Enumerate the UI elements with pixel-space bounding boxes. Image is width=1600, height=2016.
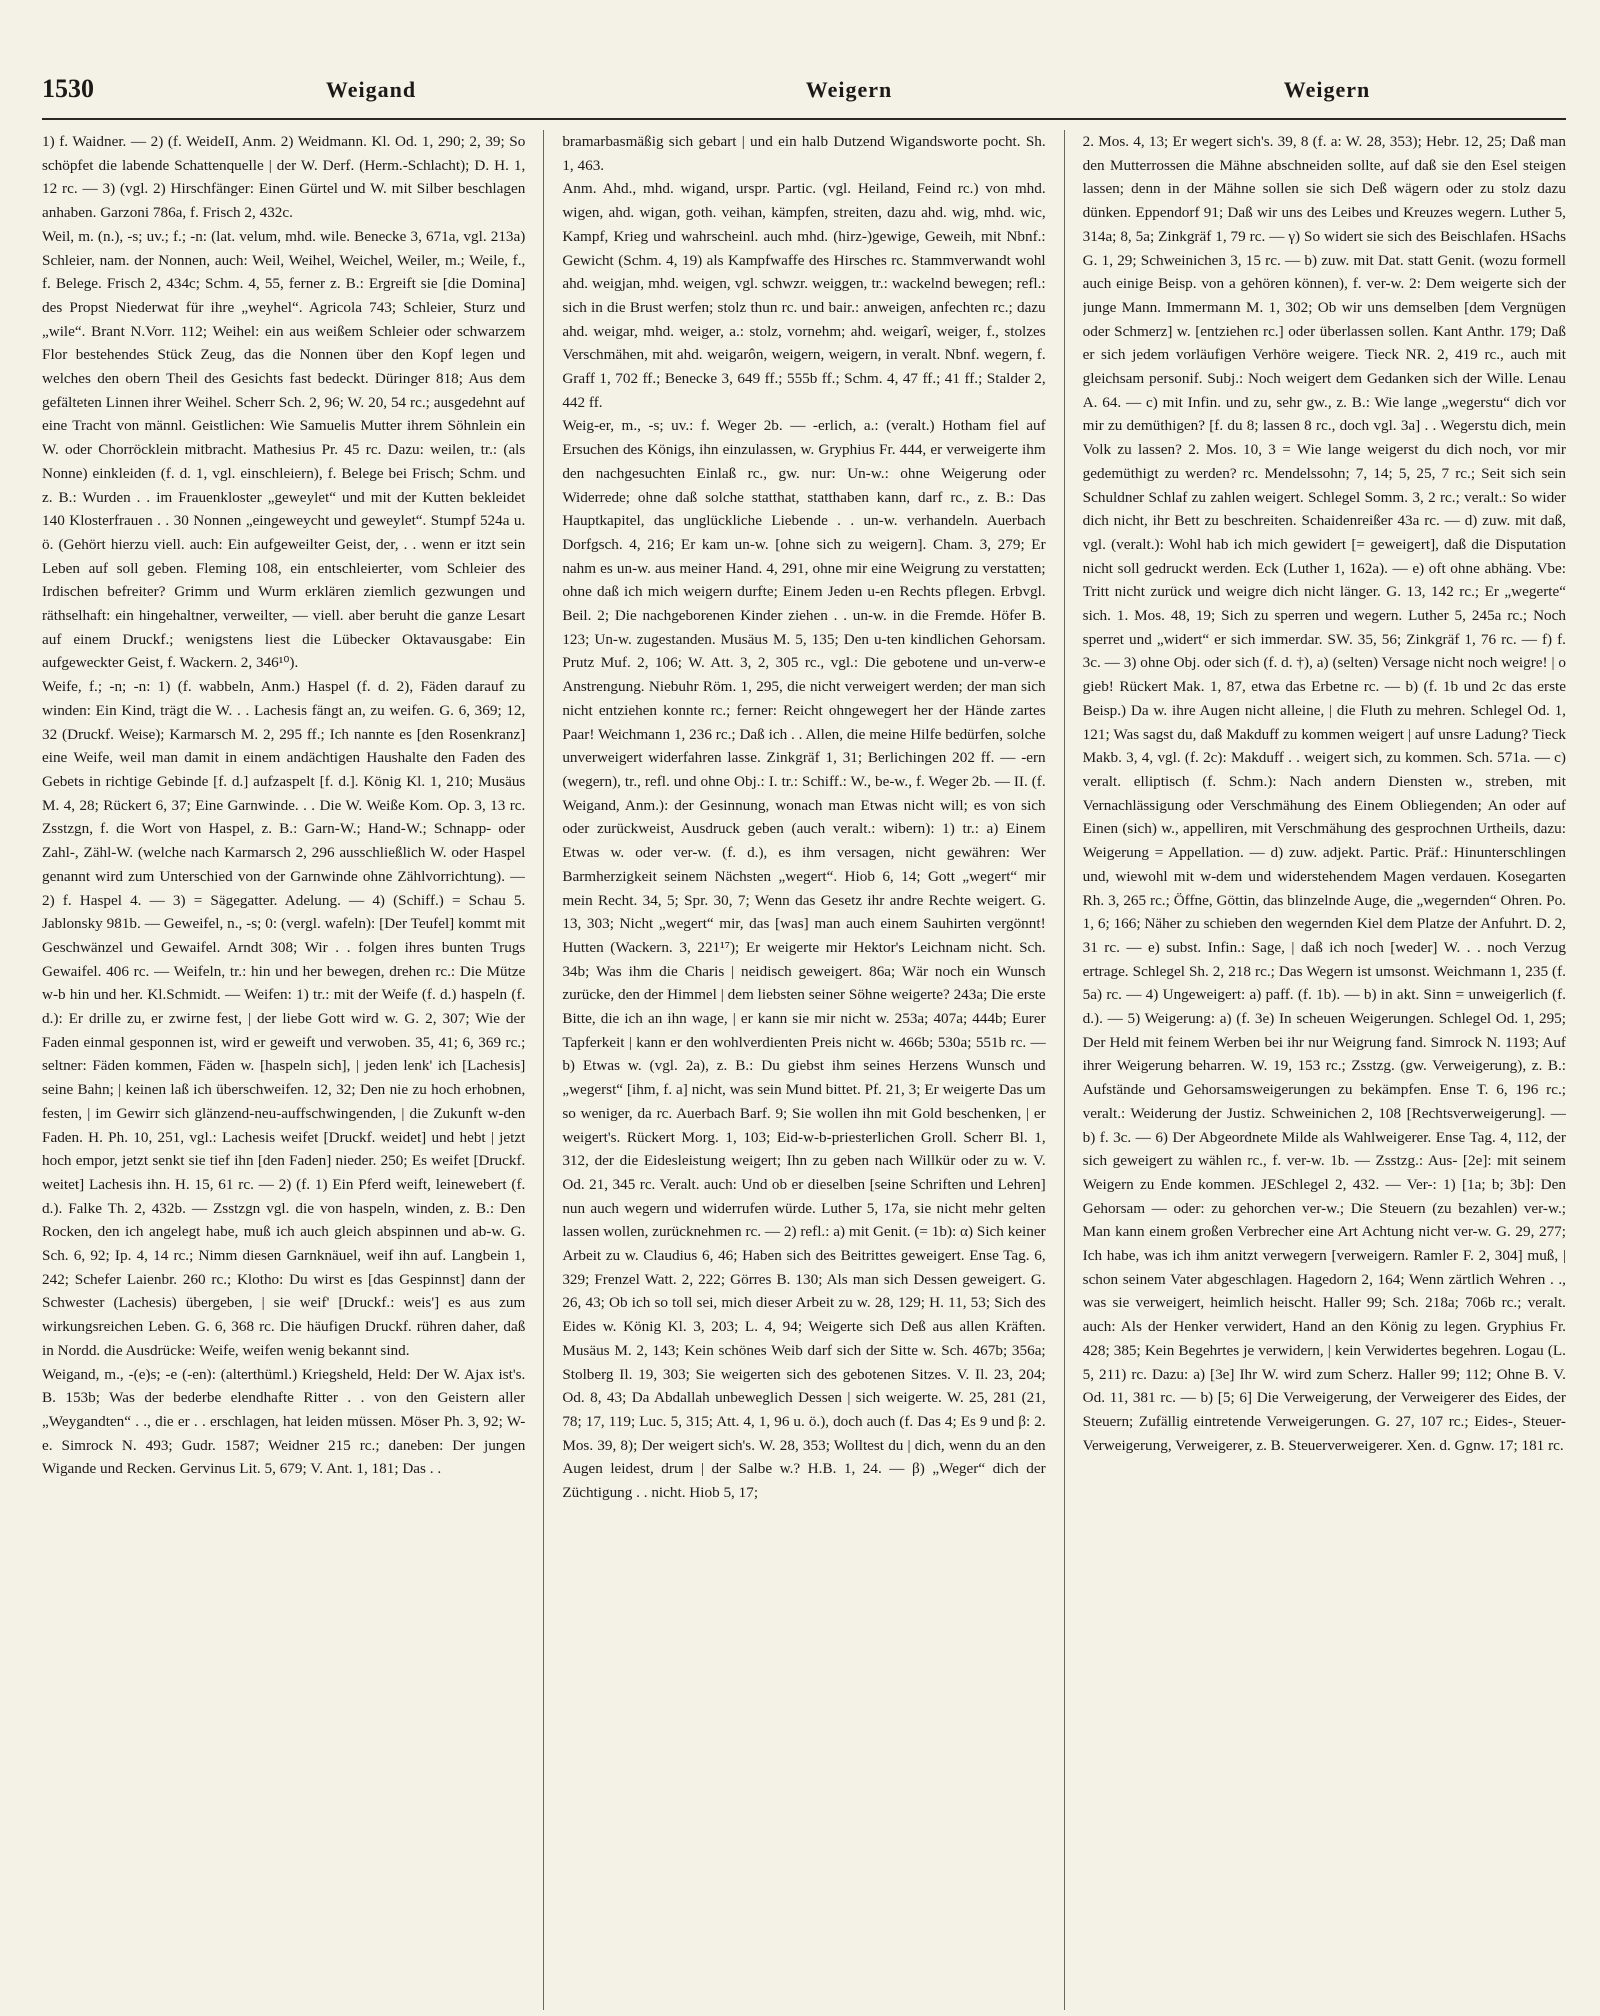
catchword-left: Weigand	[325, 77, 417, 102]
catchword-center: Weigern	[805, 77, 893, 102]
text-columns	[42, 130, 1566, 2010]
column-1	[42, 130, 525, 2010]
running-head	[42, 74, 1566, 114]
entry-weil: Weil, m. (n.), -s; uv.; f.; -n: (lat. velum, mhd. wile. Benecke 3, 671a, vgl. 213a) Schleier, nam. der Nonnen, auch: Weil, Weihel, Weichel, Weiler, m.; Weile, f., f. Belege. Frisch 2, 434c; Schm. 4, 55, ferner z. B.: Ergreift sie [die Domina] des Propst Niederwat für ihre „weyhel“. Agricola 743; Schleier, Sturz und „wile“. Brant N.Vorr. 112; Weihel: ein aus weißem Schleier oder schwarzem Flor bestehendes Stück Zeug, das die Nonnen über den Kopf legen und welches den obern Theil des Gesichts fast bedeckt. Düringer 818; Aus dem gefälteten Linnen ihrer Weihel. Scherr Sch. 2, 96; W. 20, 54 rc.; ausgedehnt auf eine Tracht von männl. Geistlichen: Wie Samuelis Mutter ihrem Söhnlein ein W. oder Chorröcklein mitbracht. Mathesius Pr. 45 rc. Dazu: weilen, tr.: (als Nonne) einkleiden (f. d. 1, vgl. einschleiern), f. Belege bei Frisch; Schm. und z. B.: Wurden . . im Frauenkloster „geweylet“ und mit der Kutten bekleidet 140 Klosterfrauen . . 30 Nonnen „eingeweycht und geweylet“. Stumpf 524a u. ö. (Gehört hierzu viell. auch: Ein aufgeweilter Geist, der, . . wenn er itzt sein Leben auf soll geben. Fleming 108, ein entschleierter, vom Schleier des Irdischen befreiter? Grimm und Wurm erklären ziemlich gezwungen und räthselhaft: ein hingehaltner, verweilter, — viell. aber beruht die ganze Lesart auf einem Druckf.; wenigstens liest die Lübecker Oktavausgabe: Ein aufgeweckter Geist, f. Wackern. 2, 346¹⁰).	[42, 227, 526, 672]
column-divider	[1064, 130, 1065, 2010]
column-2-paragraph: bramarbasmäßig sich gebart | und ein halb Dutzend Wigandsworte pocht. Sh. 1, 463.	[562, 133, 1046, 174]
entry-weife: Weife, f.; -n; -n: 1) (f. wabbeln, Anm.) Haspel (f. d. 2), Fäden darauf zu winden: Ein Kind, trägt die W. . . Lachesis fängt an, zu weifen. G. 6, 369; 12, 32 (Druckf. Weise); Karmarsch M. 2, 295 ff.; Ich nannte es [den Rosenkranz] eine Weife, weil man damit in einem andächtigen Haushalte den Faden des Gebets in richtige Gebinde [f. d.] aufzaspelt [f. d.]. König Kl. 1, 210; Musäus M. 4, 28; Rückert 6, 37; Eine Garnwinde. . . Die W. Weiße Kom. Op. 3, 13 rc. Zsstzgn, f. die Wort von Haspel, z. B.: Garn-W.; Hand-W.; Schnapp- oder Zahl-, Zähl-W. (welche nach Karmarsch 2, 296 ausschließlich W. oder Haspel genannt wird zum Unterschied von der Garnwinde ohne Zählvorrichtung). — 2) f. Haspel 4. — 3) = Sägegatter. Adelung. — 4) (Schiff.) = Schau 5. Jablonsky 981b. — Geweifel, n., -s; 0: (vergl. wafeln): [Der Teufel] kommt mit Geschwänzel und Gewaifel. Arndt 308; Wir . . folgen ihres bunten Trugs Gewaifel. 406 rc. — Weifeln, tr.: hin und her bewegen, drehen rc.: Die Mütze w-b hin und her. Kl.Schmidt. — Weifen: 1) tr.: mit der Weife (f. d.) haspeln (f. d.): Er drille zu, er zwirne fest, | der liebe Gott wird w. G. 2, 307; Wie der Faden einmal gesponnen ist, wird er geweift und verwoben. 35, 41; 6, 369 rc.; seltner: Fäden kommen, Fäden w. [haspeln sich], | jeden lenk' ich [Lachesis] seine Bahn; | keinen laß ich überschweifen. 12, 32; Den nie zu hoch erhobnen, festen, | im Gewirr sich glänzend-neu-auffschwingenden, | die Zukunft w-den Faden. H. Ph. 10, 251, vgl.: Lachesis weifet [Druckf. weidet] und hebt | jetzt hoch empor, jetzt senkt sie tief ihn [den Faden] nieder. 250; Es weifet [Druckf. weitet] Lachesis ihn. H. 15, 61 rc. — 2) (f. 1) Ein Pferd weift, leinewebert (f. d.). Falke Th. 2, 432b. — Zsstzgn vgl. die von haspeln, winden, z. B.: Den Rocken, den ich angelegt habe, muß ich auch gleich abspinnen und ab-w. G. Sch. 6, 92; Ip. 4, 14 rc.; Nimm diesen Garnknäuel, weif ihn auf. Langbein 1, 242; Schefer Laienbr. 260 rc.; Klotho: Du wirst es [das Gespinnst] dann der Schwester (Lachesis) übergeben, | sie weif' [Druckf.: weis'] es aus zum wirkungsreichen Leben. G. 6, 368 rc. Die häufigen Druckf. rühren daher, daß in Nordd. die Ausdrücke: Weife, weifen wenig bekannt sind.	[42, 678, 526, 1359]
entry-weiger: Weig-er, m., -s; uv.: f. Weger 2b. — -erlich, a.: (veralt.) Hotham fiel auf Ersuchen des Königs, ihn einzulassen, w. Gryphius Fr. 444, er verweigerte ihm den nachgesuchten Einlaß rc., gw. nur: Un-w.: ohne Weigerung oder Widerrede; ohne daß solche statthat, statthaben kann, darf rc., z. B.: Das Hauptkapitel, das unglückliche Liebende . . un-w. verhandeln. Auerbach Dorfgsch. 4, 216; Er kam un-w. [ohne sich zu weigern]. Cham. 3, 279; Er nahm es un-w. aus meiner Hand. 4, 291, ohne mir eine Weigrung zu verstatten; ohne daß ich mich weigern durfte; Einem Jeden u-en Rechts pflegen. Erbvgl. Beil. 2; Die nachgeborenen Kinder ziehen . . un-w. in die Fremde. Höfer B. 123; Un-w. zugestanden. Musäus M. 5, 135; Den u-ten kindlichen Gehorsam. Prutz Muf. 2, 106; W. Att. 3, 2, 305 rc., vgl.: Die gebotene und un-verw-e Anstrengung. Niebuhr Röm. 1, 295, die nicht verweigert werden; der man sich nicht entziehen konnte rc.; ferner: Reicht ohngewegert her der Hände zartes Paar! Weichmann 1, 236 rc.; Daß ich . . Allen, die meine Hilfe bedürfen, solche unverweigert widerfahren lasse. Zinkgräf 1, 31; Berlichingen 202 ff. — -ern (wegern), tr., refl. und ohne Obj.: I. tr.: Schiff.: W., be-w., f. Weger 2b. — II. (f. Weigand, Anm.): der Gesinnung, wonach man Etwas nicht will; es von sich oder zurückweist, Ausdruck geben (auch veralt.: wibern): 1) tr.: a) Einem Etwas w. oder ver-w. (f. d.), es ihm versagen, nicht gewähren: Wer Barmherzigkeit seinem Nächsten „wegert“. Hiob 6, 14; Gott „wegert“ mir mein Recht. 34, 5; Spr. 30, 7; Wenn das Gesetz ihr andre Rechte weigert. G. 13, 303; Nicht „wegert“ mir, das [was] man auch einem Sauhirten vergönnt! Hutten (Wackern. 3, 221¹⁷); Er weigerte mir Hektor's Leichnam nicht. Sch. 34b; Was ihm die Charis | neidisch geweigert. 86a; Wär noch ein Wunsch zurücke, den der Himmel | dem liebsten seiner Söhne weigerte? 243a; Die erste Bitte, die ich an ihn wage, | er kann sie mir nicht w. 253a; 407a; 444b; Eurer Tapferkeit | kann er den wohlverdienten Preis nicht w. 466b; 530a; 551b rc. — b) Etwas w. (vgl. 2a), z. B.: Du giebst ihm seines Herzens Wunsch und „wegerst“ [ihm, f. a] nicht, was sein Mund bittet. Pf. 21, 3; Er weigerte Das um so weniger, da rc. Auerbach Barf. 9; Sie wollen ihn mit Gold beschenken, | er weigert's. Rückert Morg. 1, 103; Eid-w-b-priesterlichen Groll. Scherr Bl. 1, 312, der die Eidesleistung weigert; Ihn zu geben nach Willkür oder zu w. V. Od. 21, 345 rc. Veralt. auch: Und ob er dieselben [seine Schriften und Lehren] nun auch wegern und widerrufen würde. Luther 5, 17a, sie nicht mehr gelten lassen wollen, zurücknehmen rc. — 2) refl.: a) mit Genit. (= 1b): α) Sich keiner Arbeit zu w. Claudius 6, 46; Haben sich des Beitrittes geweigert. Ense Tag. 6, 329; Frenzel Watt. 2, 222; Görres B. 130; Als man sich Dessen geweigert. G. 26, 43; Ob ich so toll sei, mich dieser Arbeit zu w. 28, 129; H. 11, 53; Sich des Eides w. König Kl. 3, 203; L. 4, 94; Weigerte sich Deß aus allen Kräften. Musäus M. 2, 143; Kein schönes Weib darf sich der Sitte w. Sch. 467b; 356a; Stolberg Il. 19, 303; Sie weigerten sich des gebotenen Sitzes. V. Il. 23, 204; Od. 8, 43; Da Abdallah unbeweglich Dessen | sich weigerte. W. 25, 281 (21, 78; 17, 119; Luc. 5, 315; Att. 4, 1, 96 u. ö.), doch auch (f. Das 4; Es 9 und β: 2. Mos. 39, 8); Der weigert sich's. W. 28, 353; Wolltest du | dich, wenn du an den Augen leidest, drum | der Salbe w.? H.B. 1, 24. — β) „Weger“ dich der Züchtigung . . nicht. Hiob 5, 17;	[562, 417, 1046, 1502]
column-2	[562, 130, 1045, 2010]
column-3	[1083, 130, 1566, 2010]
catchword-right: Weigern	[1283, 77, 1371, 102]
column-divider	[543, 130, 544, 2010]
column-1-paragraph: 1) f. Waidner. — 2) (f. WeideII, Anm. 2) Weidmann. Kl. Od. 1, 290; 2, 39; So schöpfet die labende Schattenquelle | der W. Derf. (Herm.-Schlacht); D. H. 1, 12 rc. — 3) (vgl. 2) Hirschfänger: Einen Gürtel und W. mit Silber beschlagen anhaben. Garzoni 786a, f. Frisch 2, 432c.	[42, 133, 526, 222]
entry-anm: Anm. Ahd., mhd. wigand, urspr. Partic. (vgl. Heiland, Feind rc.) von mhd. wigen, ahd. wigan, goth. veihan, kämpfen, streiten, dazu ahd. wig, mhd. wic, Kampf, Krieg und wahrscheinl. auch mhd. (hirz-)gewige, Geweih, mit Nbnf.: Gewicht (Schm. 4, 19) als Kampfwaffe des Hirsches rc. Stammverwandt wohl ahd. weigjan, mhd. weigen, vgl. schwzr. weiggen, tr.: wackelnd bewegen; refl.: sich in die Brust werfen; stolz thun rc. und bair.: anweigen, anfechten rc.; dazu ahd. weigar, mhd. weiger, a.: stolz, vornehm; ahd. weigarî, weiger, f., stolzes Verschmähen, mit ahd. weigarôn, weigern, weigern, in veralt. Nbnf. wegern, f. Graff 1, 702 ff.; Benecke 3, 649 ff.; 555b ff.; Schm. 4, 47 ff.; 41 ff.; Stalder 2, 442 ff.	[562, 180, 1046, 411]
page-number: 1530	[42, 74, 94, 103]
header-rule	[42, 118, 1566, 120]
column-3-paragraph: 2. Mos. 4, 13; Er wegert sich's. 39, 8 (f. a: W. 28, 353); Hebr. 12, 25; Daß man den Mutterrossen die Mähne abschneiden sollte, auf daß sie den Esel steigen lassen; denn in der Mähne sollen sie sich Deß wägern oder zu stolz dazu dünken. Eppendorf 91; Daß wir uns des Leibes und Kreuzes wegern. Luther 5, 314a; 8, 5a; Zinkgräf 1, 79 rc. — γ) So widert sie sich des Beischlafen. HSachs G. 1, 29; Schweinichen 3, 15 rc. — b) zuw. mit Dat. statt Genit. (wozu formell auch einige Beisp. von a gehören können), f. ver-w. 2: Dem weigerte sich der junge Mann. Immermann M. 1, 302; Ob wir uns demselben [dem Vergnügen oder Schmerz] w. [entziehen rc.] oder überlassen sollen. Kant Anthr. 179; Daß er sich jedem vorläufigen Verhöre weigere. Tieck NR. 2, 419 rc., auch mit gleichsam personif. Subj.: Noch weigert dem Gedanken sich der Wille. Lenau A. 64. — c) mit Infin. und zu, sehr gw., z. B.: Wie lange „wegerstu“ dich vor mir zu demüthigen? [f. du 8; lassen 8 rc., doch vgl. 3a] . . Wegerstu dich, mein Volk zu lassen? 2. Mos. 10, 3 = Wie lange weigerst du dich noch, vor mir gedemüthigt zu werden? rc. Mendelssohn; 7, 14; 5, 25, 7 rc.; Seit sich sein Schuldner Schlaf zu zahlen weigert. Schlegel Somm. 3, 2 rc.; veralt.: So wider dich nicht, ihr Bett zu beschreiten. Schaidenreißer 43a rc. — d) zuw. mit daß, vgl. (veralt.): Wohl hab ich mich gewidert [= geweigert], daß die Disputation nicht soll gedruckt werden. Eck (Luther 1, 162a). — e) oft ohne abhäng. Vbe: Tritt nicht zurück und weigre dich nicht länger. G. 13, 142 rc.; Er „wegerte“ sich. 1. Mos. 48, 19; Sich zu sperren und wegern. Luther 5, 245a rc.; Noch sperret und „widert“ er sich immerdar. SW. 35, 56; Zinkgräf 1, 76 rc. — f) f. 3c. — 3) ohne Obj. oder sich (f. d. †), a) (selten) Versage nicht noch weigre! | o gieb! Rückert Mak. 1, 87, etwa das Erbetne rc. — b) (f. 1b und 2c das erste Beisp.) Da w. ihre Augen nicht alleine, | die Fluth zu mehren. Schlegel Od. 1, 121; Was sagst du, daß Makduff zu kommen weigert | auf unsre Ladung? Tieck Makb. 3, 4, vgl. (f. 2c): Makduff . . weigert sich, zu kommen. Sch. 571a. — c) veralt. elliptisch (f. Schm.): Nach andern Diensten w., streben, mit Vernachlässigung oder Verschmähung des Einem Obliegenden; An oder auf Einen (sich) w., appelliren, mit Verschmähung des gesprochnen Urtheils, dazu: Weigerung = Appellation. — d) zuw. adjekt. Partic. Präf.: Hinunterschlingen und, wiewohl mit w-dem und widerstehendem Magen verdauen. Kosegarten Rh. 3, 265 rc.; Öffne, Göttin, das blinzelnde Auge, die „wegernden“ Ohren. Po. 1, 6; 166; Näher zu schieben den wegernden Kiel dem Platze der Anfuhrt. D. 2, 31 rc. — e) subst. Infin.: Sage, | daß ich noch [weder] W. . . noch Verzug ertrage. Schlegel Sh. 2, 218 rc.; Das Wegern ist umsonst. Weichmann 1, 235 (f. 5a) rc. — 4) Ungeweigert: a) paff. (f. 1b). — b) in akt. Sinn = unweigerlich (f. d.). — 5) Weigerung: a) (f. 3e) In scheuen Weigerungen. Schlegel Od. 1, 295; Der Held mit feinem Werben bei ihr nur Weigrung fand. Simrock N. 1193; Auf ihrer Weigerung beharren. W. 19, 153 rc.; Zsstzg. (gw. Verweigerung), z. B.: Aufstände und Gehorsamsweigerungen zu bekämpfen. Ense T. 6, 196 rc.; veralt.: Weiderung der Justiz. Schweinichen 2, 108 [Rechtsverweigerung]. — b) f. 3c. — 6) Der Abgeordnete Milde als Wahlweigerer. Ense Tag. 4, 112, der sich geweigert zu wählen rc., f. ver-w. 1b. — Zsstzg.: Aus- [2e]: mit seinem Weigern zu Ende kommen. JESchlegel 2, 432. — Ver-: 1) [1a; b; 3b]: Den Gehorsam — oder: zu gehorchen ver-w.; Die Steuern (zu bezahlen) ver-w.; Man kann einem großen Verbrecher eine Art Achtung nicht ver-w. G. 29, 277; Ich habe, was ich ihm anitzt verwegern [verweigern. Ramler F. 2, 304] muß, | schon seinem Vater abgeschlagen. Hagedorn 2, 164; Wenn zärtlich Wehren . ., was sie verweigert, heimlich heischt. Haller 99; Sch. 218a; 706b rc.; veralt. auch: Als der Henker verwidert, Hand an den König zu legen. Gryphius Fr. 428; 385; Kein Begehrtes je verwidern, | kein Verwidertes begehren. Logau (L. 5, 211) rc. Dazu: a) [3e] Ihr W. wird zum Scherz. Haller 99; 112; Ohne B. V. Od. 11, 381 rc. — b) [5; 6] Die Verweigerung, der Verweigerer des Eides, der Steuern; Zufällig eintretende Verweigerungen. G. 27, 107 rc.; Eides-, Steuer-Verweigerung, Verweigerer, z. B. Steuerverweigerer. Xen. d. Ggnw. 17; 181 rc.	[1082, 133, 1566, 1454]
entry-weigand: Weigand, m., -(e)s; -e (-en): (alterthüml.) Kriegsheld, Held: Der W. Ajax ist's. B. 153b; Was der bederbe elendhafte Ritter . . von den Geistern aller „Weygandten“ . ., die er . . erschlagen, hat leiden müssen. Möser Ph. 3, 92; W-e. Simrock N. 493; Gudr. 1587; Weidner 215 rc.; daneben: Der jungen Wigande und Recken. Gervinus Lit. 5, 679; V. Ant. 1, 181; Das . .	[42, 1365, 526, 1478]
